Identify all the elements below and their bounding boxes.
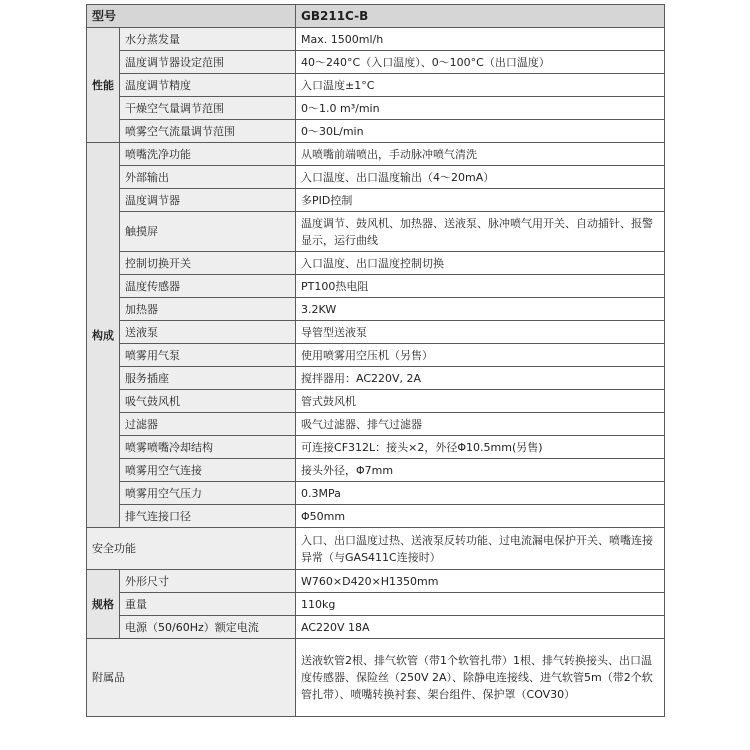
composition-row (87, 321, 665, 344)
spec-value: 多PID控制 (296, 189, 665, 212)
spec-value: 0.3MPa (296, 482, 665, 505)
spec-label: 送液泵 (120, 321, 296, 344)
spec-sheet (86, 4, 664, 717)
spec-label: 水分蒸发量 (120, 28, 296, 51)
spec-value: 110kg (296, 593, 665, 616)
composition-row (87, 436, 665, 459)
spec-label: 温度传感器 (120, 275, 296, 298)
spec-label: 重量 (120, 593, 296, 616)
composition-row (87, 275, 665, 298)
spec-value: 吸气过滤器、排气过滤器 (296, 413, 665, 436)
performance-row (87, 28, 665, 51)
model-value: GB211C-B (296, 5, 665, 28)
composition-row (87, 212, 665, 252)
performance-row (87, 97, 665, 120)
spec-label: 喷雾空气流量调节范围 (120, 120, 296, 143)
performance-row (87, 51, 665, 74)
spec-label: 加热器 (120, 298, 296, 321)
spec-label: 喷雾用空气连接 (120, 459, 296, 482)
spec-table (86, 4, 665, 717)
performance-group-label: 性能 (87, 28, 120, 143)
spec-value: PT100热电阻 (296, 275, 665, 298)
spec-label: 外形尺寸 (120, 570, 296, 593)
performance-row (87, 74, 665, 97)
accessories-label: 附属品 (87, 639, 296, 717)
composition-row (87, 482, 665, 505)
spec-value: 40～240°C（入口温度）、0～100°C（出口温度） (296, 51, 665, 74)
spec-label: 控制切换开关 (120, 252, 296, 275)
spec-label: 吸气鼓风机 (120, 390, 296, 413)
spec-value: 入口温度、出口温度控制切换 (296, 252, 665, 275)
safety-value: 入口、出口温度过热、送液泵反转功能、过电流漏电保护开关、喷嘴连接异常（与GAS411C连接时） (296, 528, 665, 570)
spec-value: 从喷嘴前端喷出，手动脉冲喷气清洗 (296, 143, 665, 166)
accessories-row (87, 639, 665, 717)
performance-row (87, 120, 665, 143)
spec-value: 入口温度、出口温度输出（4～20mA） (296, 166, 665, 189)
spec-value: 0～1.0 m³/min (296, 97, 665, 120)
composition-row (87, 143, 665, 166)
spec-value: 0～30L/min (296, 120, 665, 143)
accessories-value: 送液软管2根、排气软管（带1个软管扎带）1根、排气转换接头、出口温度传感器、保险丝（250V 2A）、除静电连接线、进气软管5m（带2个软管扎带）、喷嘴转换衬套、架台组件、保护罩（COV30） (296, 639, 665, 717)
specs-group-label: 规格 (87, 570, 120, 639)
spec-value: 接头外径，Φ7mm (296, 459, 665, 482)
specs-row (87, 593, 665, 616)
composition-row (87, 166, 665, 189)
spec-value: 搅拌器用：AC220V, 2A (296, 367, 665, 390)
spec-label: 喷嘴洗净功能 (120, 143, 296, 166)
specs-row (87, 570, 665, 593)
model-label: 型号 (87, 5, 296, 28)
safety-label: 安全功能 (87, 528, 296, 570)
spec-label: 喷雾喷嘴冷却结构 (120, 436, 296, 459)
spec-label: 电源（50/60Hz）额定电流 (120, 616, 296, 639)
spec-label: 服务插座 (120, 367, 296, 390)
composition-row (87, 344, 665, 367)
composition-row (87, 298, 665, 321)
spec-value: 温度调节、鼓风机、加热器、送液泵、脉冲喷气用开关、自动捕针、报警显示，运行曲线 (296, 212, 665, 252)
spec-label: 过滤器 (120, 413, 296, 436)
spec-value: 3.2KW (296, 298, 665, 321)
spec-value: 导管型送液泵 (296, 321, 665, 344)
composition-row (87, 367, 665, 390)
composition-row (87, 413, 665, 436)
spec-value: W760×D420×H1350mm (296, 570, 665, 593)
composition-row (87, 390, 665, 413)
composition-row (87, 505, 665, 528)
spec-label: 喷雾用空气压力 (120, 482, 296, 505)
spec-value: 使用喷雾用空压机（另售） (296, 344, 665, 367)
spec-value: 管式鼓风机 (296, 390, 665, 413)
spec-label: 温度调节精度 (120, 74, 296, 97)
spec-value: 入口温度±1°C (296, 74, 665, 97)
composition-row (87, 189, 665, 212)
spec-label: 喷雾用气泵 (120, 344, 296, 367)
spec-label: 温度调节器设定范围 (120, 51, 296, 74)
composition-row (87, 252, 665, 275)
spec-value: AC220V 18A (296, 616, 665, 639)
safety-row (87, 528, 665, 570)
model-row (87, 5, 665, 28)
spec-value: Max. 1500ml/h (296, 28, 665, 51)
spec-value: Φ50mm (296, 505, 665, 528)
spec-label: 干燥空气量调节范围 (120, 97, 296, 120)
composition-row (87, 459, 665, 482)
spec-label: 外部输出 (120, 166, 296, 189)
composition-group-label: 构成 (87, 143, 120, 528)
spec-label: 温度调节器 (120, 189, 296, 212)
spec-value: 可连接CF312L：接头×2，外径Φ10.5mm(另售) (296, 436, 665, 459)
spec-label: 排气连接口径 (120, 505, 296, 528)
specs-row (87, 616, 665, 639)
spec-label: 触摸屏 (120, 212, 296, 252)
